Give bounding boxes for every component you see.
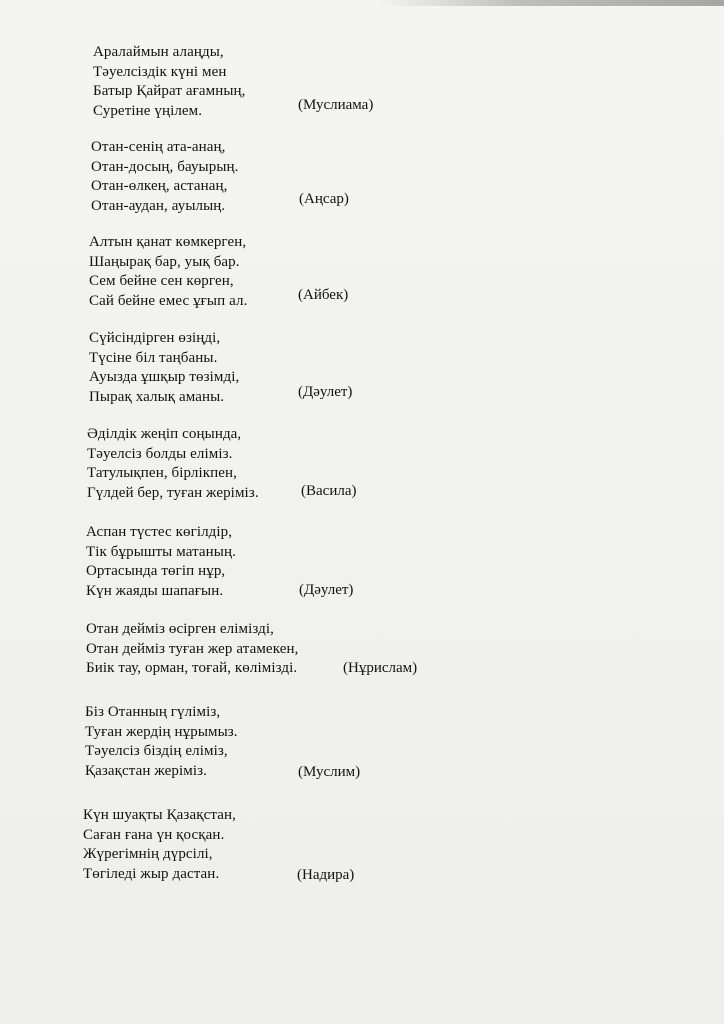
poem-line: Сем бейне сен көрген, — [89, 273, 234, 290]
poem-line: Отан дейміз өсірген елімізді, — [86, 621, 274, 637]
poem-line: Жүрегімнің дүрсілі, — [83, 846, 213, 863]
poem-line: Шаңырақ бар, уық бар. — [89, 253, 240, 270]
poem-line: Отан-досың, бауырың. — [91, 158, 239, 175]
poem-author: (Надира) — [297, 867, 355, 883]
poem-line: Қазақстан жеріміз. — [85, 763, 207, 780]
poem-line: Саған ғана үн қосқан. — [83, 826, 225, 843]
poem-line: Отан дейміз туған жер атамекен, — [86, 640, 299, 657]
poem-line: Ортасында төгіп нұр, — [86, 563, 226, 580]
poem-author: (Нұрислам) — [343, 660, 418, 676]
poem-line: Аспан түстес көгілдір, — [86, 524, 233, 540]
poem-line: Түсіне біл таңбаны. — [89, 349, 218, 366]
poem-stanza — [83, 806, 236, 885]
poem-line: Аралаймын алаңды, — [93, 44, 224, 60]
poem-stanza — [93, 43, 245, 122]
poem-stanza — [89, 329, 239, 408]
poem-line: Сай бейне емес ұғып ал. — [89, 293, 248, 310]
poem-line: Ауызда ұшқыр төзімді, — [89, 369, 240, 386]
poem-line: Суретіне үңілем. — [93, 103, 203, 120]
poem-line: Күн жаяды шапағын. — [86, 583, 224, 600]
poem-line: Пырақ халық аманы. — [89, 389, 225, 406]
poem-line: Сүйсіндірген өзіңді, — [89, 330, 221, 346]
poem-line: Тәуелсіз біздің еліміз, — [85, 743, 228, 760]
poem-line: Тәуелсіздік күні мен — [93, 63, 227, 80]
poem-line: Алтын қанат көмкерген, — [89, 234, 247, 250]
poem-author: (Аңсар) — [299, 191, 349, 207]
poem-author: (Муслиама) — [298, 97, 374, 113]
poem-line: Біз Отанның гүліміз, — [85, 704, 221, 720]
poem-author: (Васила) — [301, 483, 357, 499]
poem-stanza — [86, 523, 236, 602]
poem-line: Отан-аудан, ауылың. — [91, 198, 226, 215]
poem-line: Отан-өлкең, астанаң, — [91, 178, 228, 195]
poem-author: (Айбек) — [298, 287, 349, 303]
poem-line: Батыр Қайрат ағамның, — [93, 83, 246, 100]
poem-stanza — [89, 233, 247, 312]
poem-author: (Дәулет) — [299, 582, 354, 598]
poem-line: Гүлдей бер, туған жеріміз. — [87, 485, 259, 502]
poem-line: Күн шуақты Қазақстан, — [83, 807, 236, 823]
scan-edge-shadow — [380, 0, 724, 6]
poem-stanza — [87, 425, 259, 504]
poem-stanza — [85, 703, 238, 782]
poem-line: Тәуелсіз болды еліміз. — [87, 445, 233, 462]
poem-line: Тік бұрышты матаның. — [86, 543, 236, 560]
poem-stanza — [86, 620, 298, 679]
poem-line: Төгіледі жыр дастан. — [83, 866, 220, 883]
poem-line: Отан-сенің ата-анаң, — [91, 139, 226, 155]
poem-line: Әділдік жеңіп соңында, — [87, 426, 242, 442]
poem-stanza — [91, 138, 238, 217]
poem-line: Туған жердің нұрымыз. — [85, 723, 238, 740]
poem-author: (Муслим) — [298, 764, 361, 780]
poem-author: (Дәулет) — [298, 384, 353, 400]
poem-line: Татулықпен, бірлікпен, — [87, 465, 238, 482]
poem-line: Биік тау, орман, тоғай, көлімізді. — [86, 660, 298, 677]
